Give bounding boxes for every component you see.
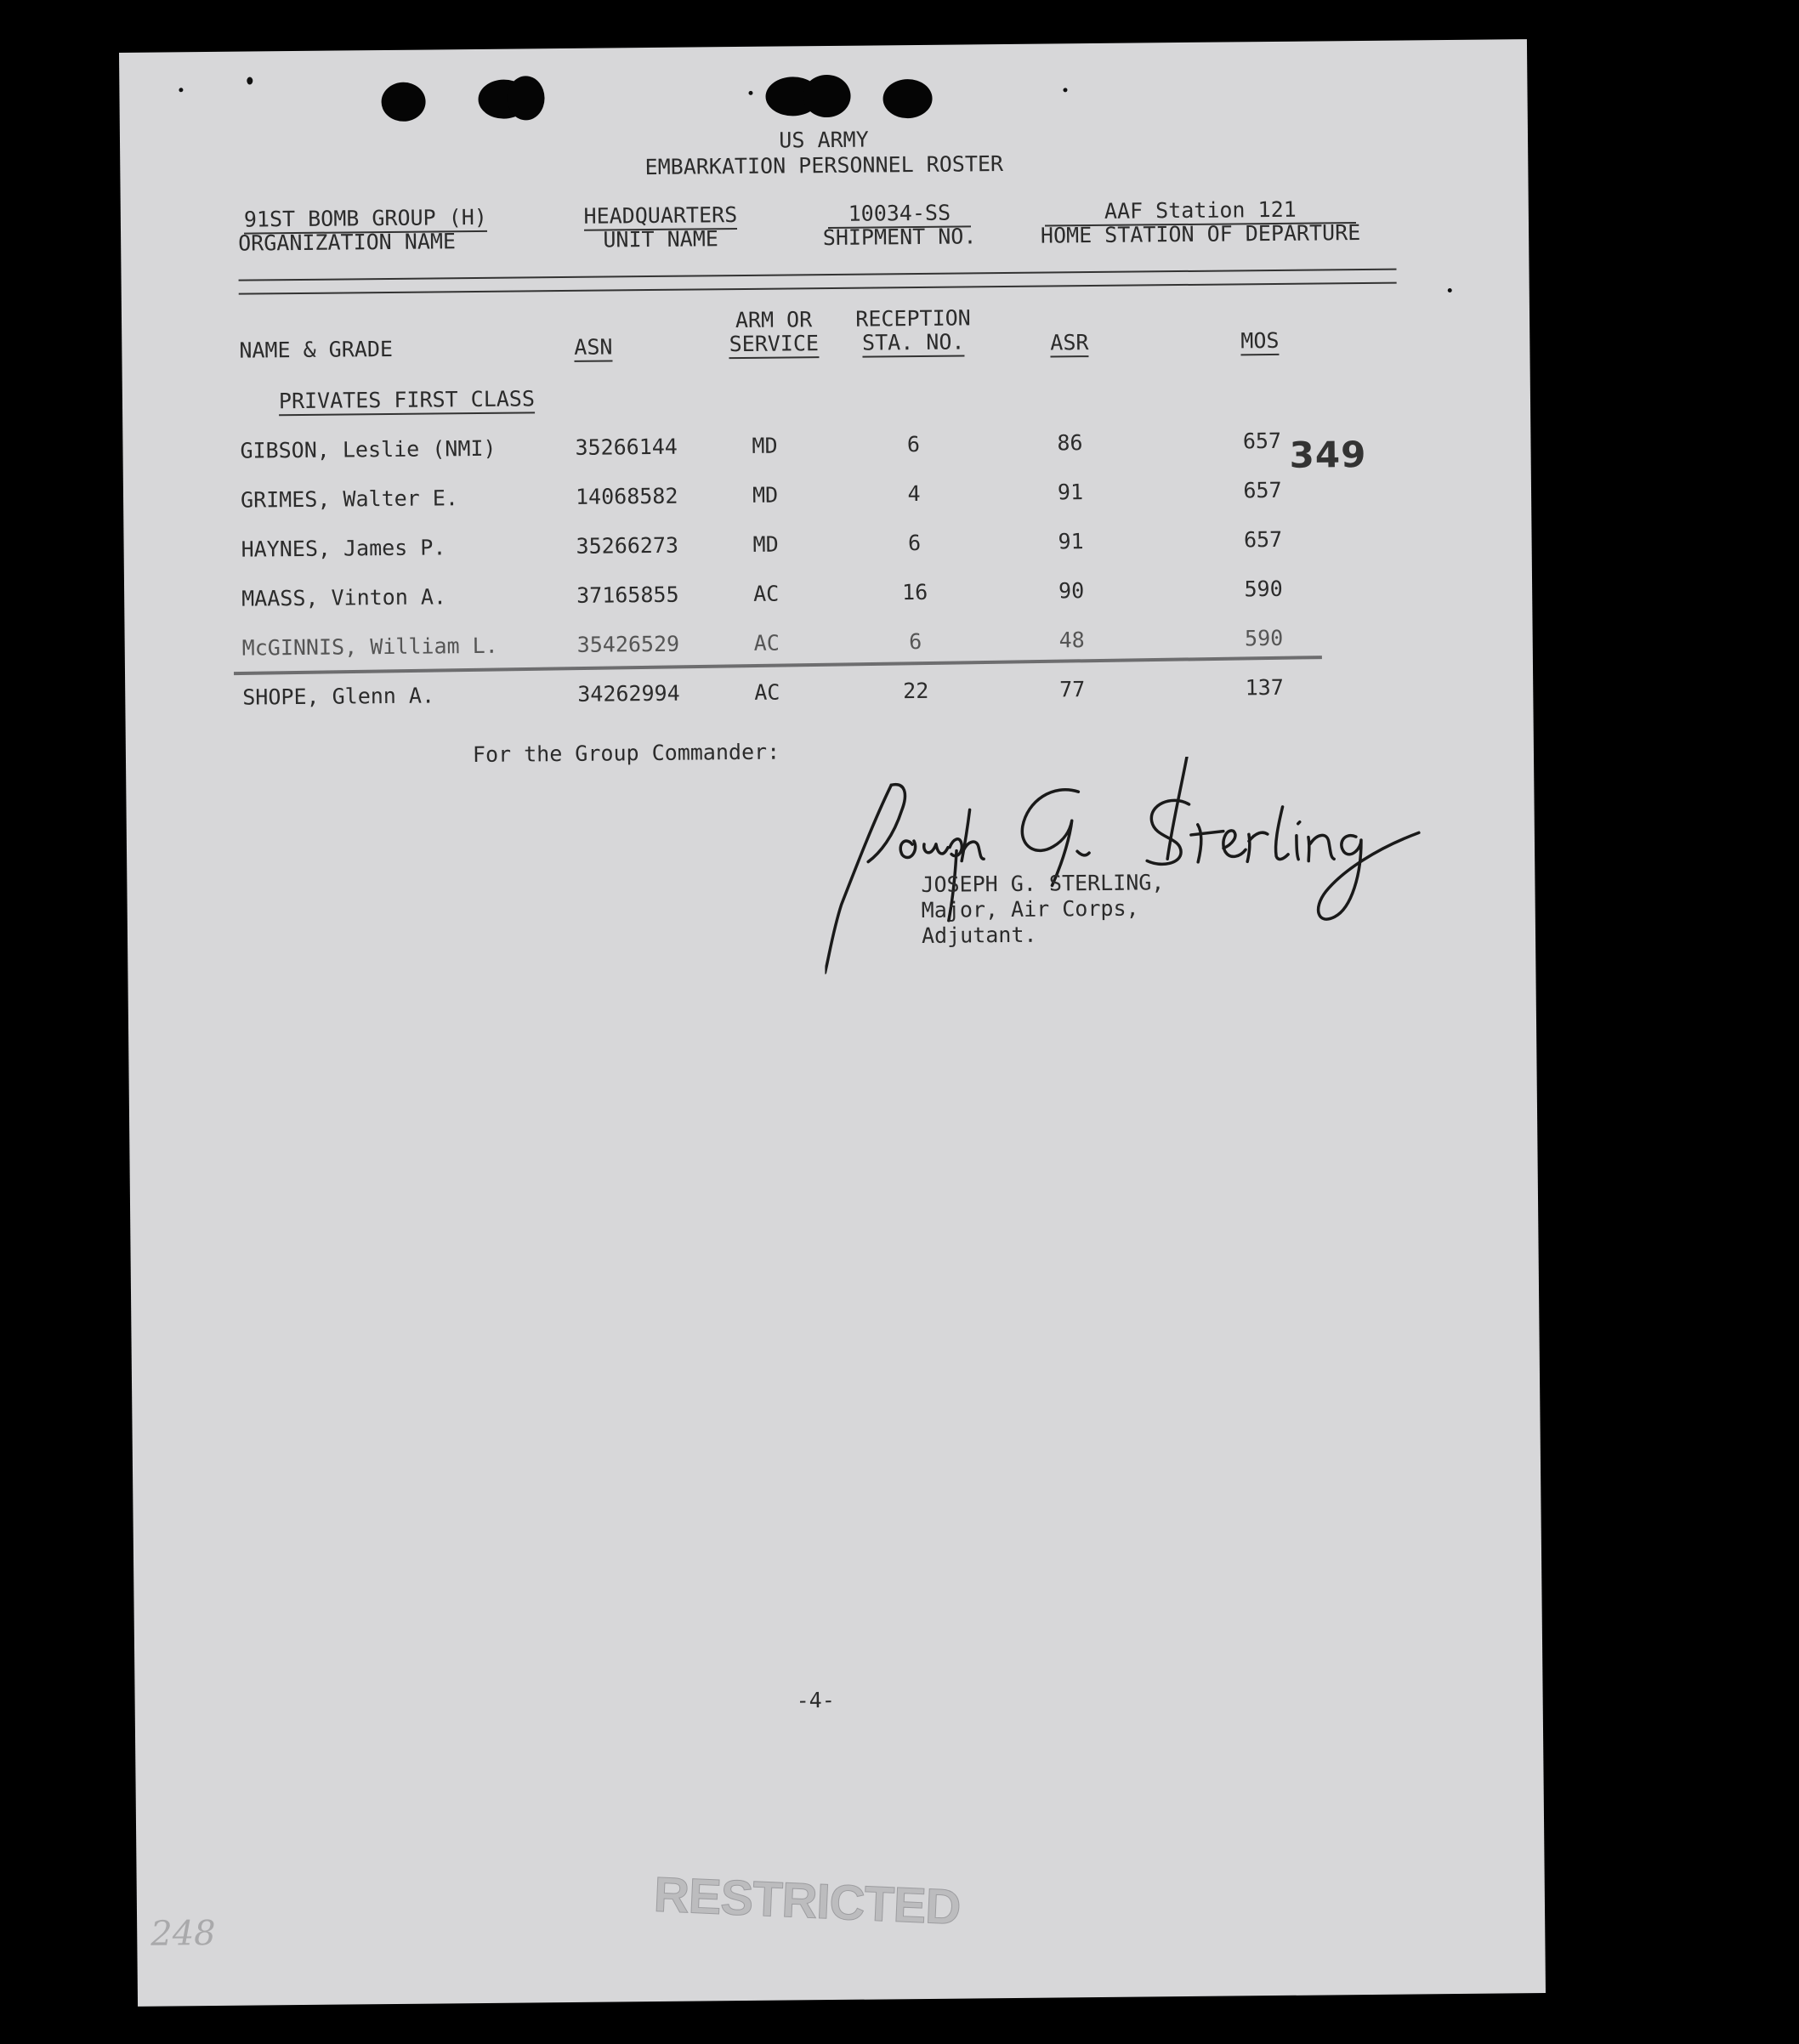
organization-value: 91ST BOMB GROUP (H) (244, 205, 487, 235)
row-asr: 91 (1057, 480, 1084, 505)
row-asn: 14068582 (575, 483, 678, 509)
roster-page (119, 39, 1546, 2007)
header-rule (239, 282, 1397, 295)
home-station-field (1005, 197, 1397, 248)
speck (1063, 88, 1067, 92)
unit-label: UNIT NAME (603, 226, 719, 253)
shipment-label: SHIPMENT NO. (822, 224, 977, 251)
col-reception-header-top: RECEPTION (855, 305, 971, 332)
speck (1448, 288, 1452, 292)
row-sta: 6 (907, 530, 922, 556)
signer-title: Adjutant. (921, 922, 1037, 948)
restricted-stamp: RESTRICTED (652, 1866, 962, 1936)
shipment-value: 10034-SS (827, 200, 971, 229)
page-number: -4- (796, 1688, 835, 1713)
speck (179, 88, 183, 92)
row-mos: 657 (1242, 428, 1282, 454)
pencil-annotation: 248 (150, 1914, 216, 1954)
home-station-value: AAF Station 121 (1045, 196, 1356, 227)
punch-hole (803, 75, 850, 118)
row-asr: 91 (1058, 529, 1084, 554)
organization-field (238, 206, 494, 256)
row-asn: 35426529 (576, 631, 680, 657)
section-heading: PRIVATES FIRST CLASS (279, 387, 535, 416)
col-name-header: NAME & GRADE (239, 336, 394, 363)
row-mos: 590 (1244, 576, 1283, 602)
row-asn: 35266273 (576, 532, 679, 559)
unit-field (570, 203, 752, 253)
punch-hole (381, 82, 425, 122)
col-arm-header-bottom: SERVICE (729, 331, 819, 359)
punch-hole (507, 76, 544, 120)
header-rule (239, 269, 1397, 281)
unit-value: HEADQUARTERS (583, 202, 737, 231)
col-reception-header-bottom: STA. NO. (862, 329, 965, 357)
stamped-page-number: 349 (1289, 433, 1367, 476)
row-asr: 48 (1058, 627, 1085, 653)
row-sta: 4 (907, 480, 921, 507)
document-title-line1: US ARMY (779, 127, 869, 153)
row-asr: 90 (1058, 578, 1085, 604)
row-name: SHOPE, Glenn A. (242, 683, 435, 710)
col-reception-header (849, 306, 978, 355)
col-arm-header (717, 308, 831, 356)
row-mos: 657 (1243, 477, 1282, 503)
row-asn: 35266144 (575, 434, 678, 460)
row-sta: 22 (903, 678, 929, 704)
row-sta: 16 (901, 579, 928, 605)
row-arm: MD (752, 482, 779, 508)
punch-hole (882, 79, 932, 119)
col-arm-header-top: ARM OR (735, 307, 813, 333)
row-asn: 34262994 (577, 680, 680, 707)
col-asn-header: ASN (574, 335, 612, 361)
row-asn: 37165855 (576, 582, 679, 608)
signer-rank: Major, Air Corps, (921, 895, 1139, 923)
speck (247, 77, 253, 84)
col-mos-header: MOS (1240, 329, 1279, 355)
row-name: GRIMES, Walter E. (240, 485, 459, 513)
row-arm: AC (753, 581, 780, 606)
row-sta: 6 (906, 431, 921, 457)
handwritten-signature (823, 754, 1437, 981)
row-arm: MD (752, 433, 778, 458)
speck (748, 91, 752, 95)
shipment-field (816, 201, 984, 250)
row-mos: 137 (1245, 674, 1284, 701)
row-mos: 590 (1244, 625, 1284, 651)
signer-name: JOSEPH G. STERLING, (921, 870, 1165, 897)
row-name: HAYNES, James P. (241, 535, 446, 562)
row-asr: 77 (1059, 677, 1086, 702)
document-title-line2: EMBARKATION PERSONNEL ROSTER (644, 151, 1004, 180)
row-name: MAASS, Vinton A. (241, 584, 447, 611)
col-asr-header: ASR (1050, 331, 1088, 357)
row-arm: AC (754, 679, 780, 705)
row-arm: MD (752, 531, 779, 557)
row-sta: 6 (909, 628, 922, 655)
row-asr: 86 (1057, 430, 1083, 456)
row-name: GIBSON, Leslie (NMI) (240, 435, 497, 463)
organization-label: ORGANIZATION NAME (238, 229, 457, 256)
closing-line: For the Group Commander: (472, 739, 780, 768)
row-name: McGINNIS, William L. (241, 633, 498, 661)
row-arm: AC (753, 630, 780, 656)
home-station-label: HOME STATION OF DEPARTURE (1040, 219, 1361, 248)
row-mos: 657 (1243, 526, 1283, 553)
